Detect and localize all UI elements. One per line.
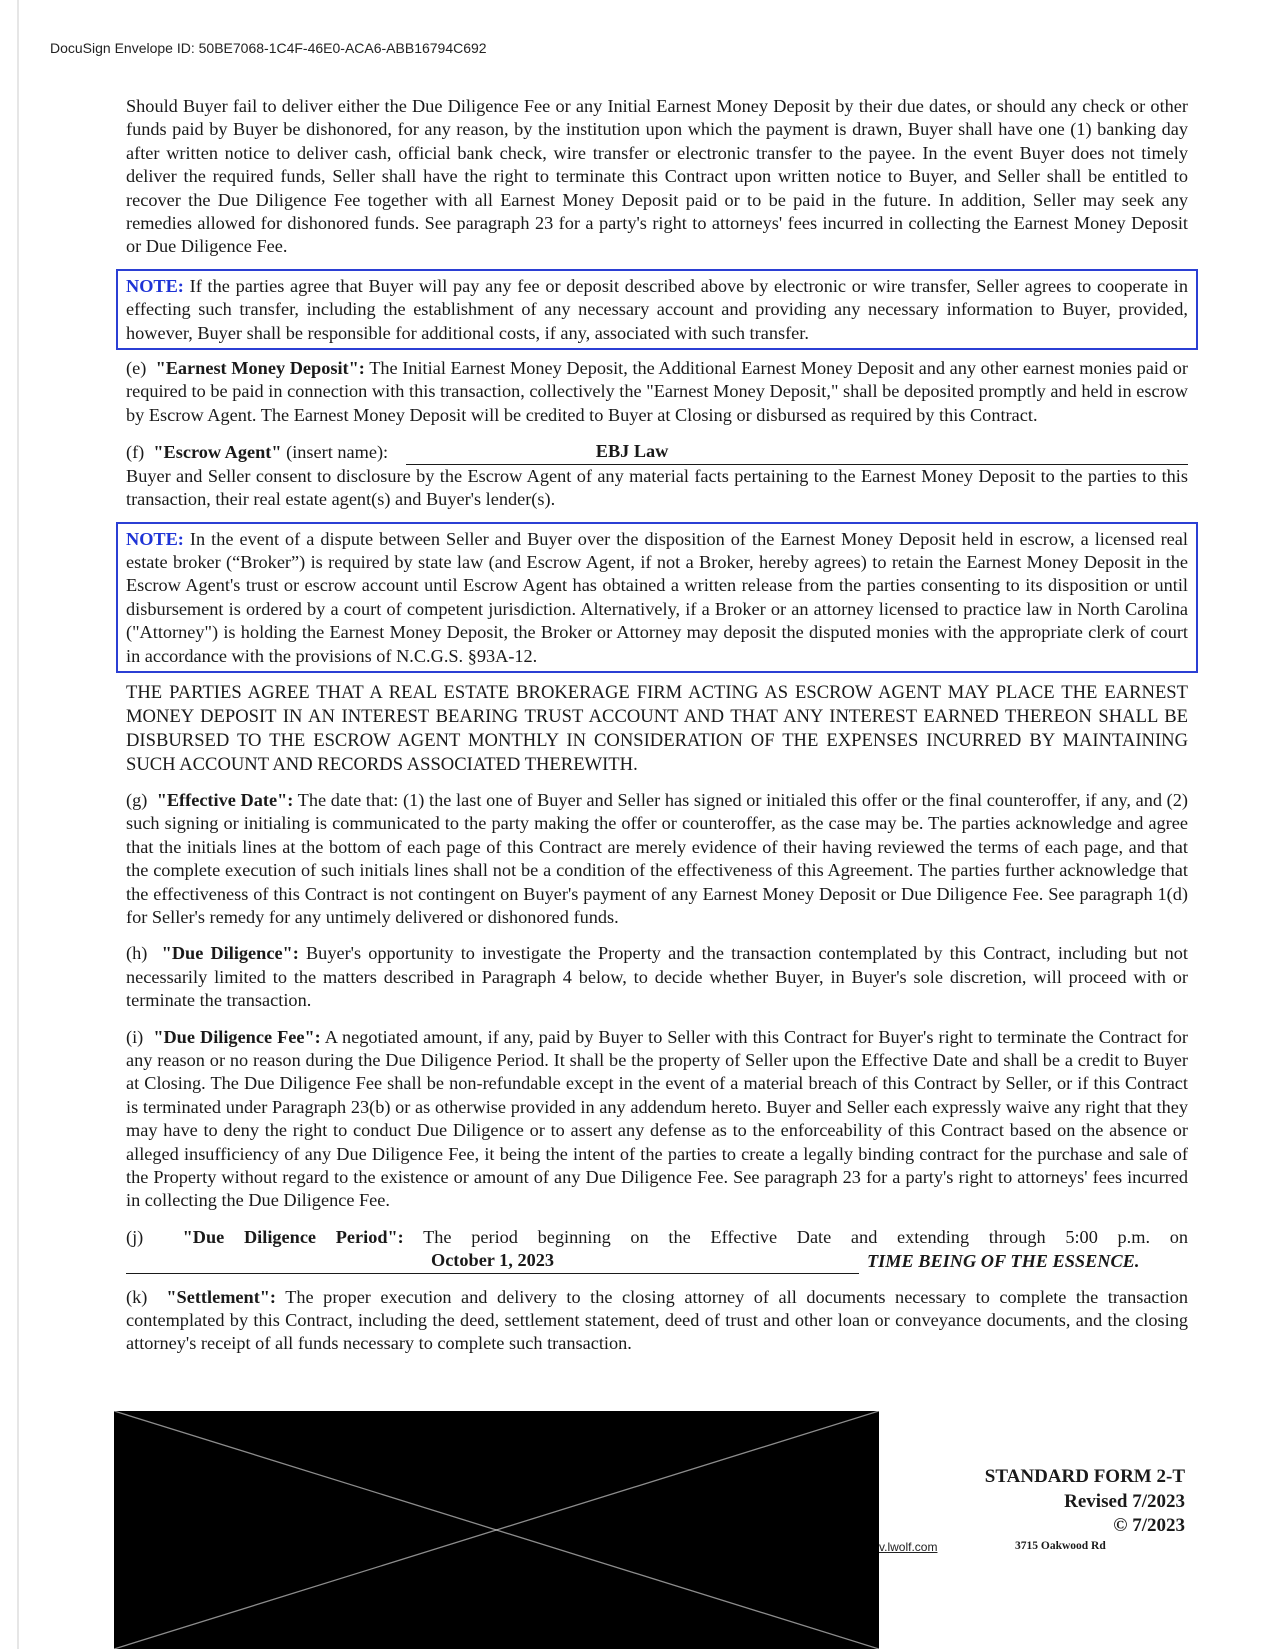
note-label: NOTE: <box>126 275 184 296</box>
note-box-transfer <box>116 269 1198 350</box>
section-term: "Due Diligence Period": <box>182 1226 404 1247</box>
section-term: "Effective Date": <box>156 789 294 810</box>
section-term: "Escrow Agent" <box>153 442 282 463</box>
property-address: 3715 Oakwood Rd <box>1015 1540 1106 1552</box>
section-h <box>126 942 1188 1012</box>
section-text: The date that: (1) the last one of Buyer and Seller has signed or initialed this offer or the final counteroffer, if any, and (2) such signing or initialing is communicated to the party making the offer or counteroffer, as the case may be. The parties acknowledge and agree that the initials lines at the bottom of each page of this Contract are merely evidence of their having reviewed the terms of each page, and that the complete execution of such initials lines shall not be a condition of the effectiveness of this Agreement. The parties further acknowledge that the effectiveness of this Contract is not contingent on Buyer's payment of any Earnest Money Deposit or Due Diligence Fee. See paragraph 1(d) for Seller's remedy for any untimely delivered or dishonored funds. <box>126 789 1188 927</box>
section-term: "Due Diligence Fee": <box>153 1026 321 1047</box>
insert-label: (insert name): <box>286 442 389 463</box>
section-number: (k) <box>126 1286 148 1307</box>
website-link[interactable]: v.lwolf.com <box>879 1540 938 1554</box>
section-number: (h) <box>126 943 148 964</box>
note-text: If the parties agree that Buyer will pay any fee or deposit described above by electronic or wire transfer, Seller agrees to cooperate in effecting such transfer, including the establishment of any necessary account and providing any necessary information to Buyer, provided, however, Buyer shall be responsible for additional costs, if any, associated with such transfer. <box>126 275 1188 343</box>
section-number: (e) <box>126 358 147 379</box>
section-k <box>126 1286 1188 1356</box>
form-revised: Revised 7/2023 <box>1064 1490 1185 1512</box>
section-number: (j) <box>126 1226 144 1247</box>
form-name: STANDARD FORM 2-T <box>984 1466 1185 1487</box>
form-copyright: © 7/2023 <box>1113 1515 1185 1536</box>
section-i <box>126 1026 1188 1213</box>
section-text: The proper execution and delivery to the closing attorney of all documents necessary to complete the transaction contemplated by this Contract, including the deed, settlement statement, deed of trust and other loan or conveyance documents, and the closing attorney's receipt of all funds necessary to complete such transaction. <box>126 1286 1188 1354</box>
section-text: The Initial Earnest Money Deposit, the Additional Earnest Money Deposit and any other earnest monies paid or required to be paid in connection with this transaction, collectively the "Earnest Money Deposit," shall be deposited promptly and held in escrow by Escrow Agent. The Earnest Money Deposit will be credited to Buyer at Closing or disbursed as required by this Contract. <box>126 358 1189 425</box>
intro-paragraph: Should Buyer fail to deliver either the Due Diligence Fee or any Initial Earnest Money Deposit by their due dates, or should any check or other funds paid by Buyer be dishonored, for any reason, by the institution upon which the payment is drawn, Buyer shall have one (1) banking day after written notice to deliver cash, official bank check, wire transfer or electronic transfer to the payee. In the event Buyer does not timely deliver the required funds, Seller shall have the right to terminate this Contract upon written notice to Buyer, and Seller shall be entitled to recover the Due Diligence Fee together with all Earnest Money Deposit paid or to be paid in the future. In addition, Seller may seek any remedies allowed for dishonored funds. See paragraph 23 for a party's right to attorneys' fees incurred in collecting the Earnest Money Deposit or Due Diligence Fee. <box>126 96 1188 257</box>
section-j <box>126 1226 1188 1274</box>
section-g <box>126 789 1188 929</box>
section-number: (i) <box>126 1026 144 1047</box>
section-term: "Due Diligence": <box>161 943 299 964</box>
time-essence-text: TIME BEING OF THE ESSENCE. <box>867 1251 1140 1272</box>
section-number: (f) <box>126 442 145 463</box>
envelope-id: DocuSign Envelope ID: 50BE7068-1C4F-46E0-ACA6-ABB16794C692 <box>50 40 487 56</box>
note-text: In the event of a dispute between Seller and Buyer over the disposition of the Earnest Money Deposit held in escrow, a licensed real estate broker (“Broker”) is required by state law (and Escrow Agent, if not a Broker, hereby agrees) to retain the Earnest Money Deposit in the Escrow Agent's trust or escrow account until Escrow Agent has obtained a written release from the parties consenting to its disposition or until disbursement is ordered by a court of competent jurisdiction. Alternatively, if a Broker or an attorney licensed to practice law in North Carolina ("Attorney") is holding the Earnest Money Deposit, the Broker or Attorney may deposit the disputed monies with the appropriate clerk of court in accordance with the provisions of N.C.G.S. §93A-12. <box>126 528 1188 666</box>
note-label: NOTE: <box>126 528 184 549</box>
form-identifier <box>985 1465 1185 1539</box>
escrow-agent-field[interactable]: EBJ Law <box>406 440 1188 464</box>
caps-paragraph: THE PARTIES AGREE THAT A REAL ESTATE BROKERAGE FIRM ACTING AS ESCROW AGENT MAY PLACE THE EARNEST MONEY DEPOSIT IN AN INTEREST BEARING TRUST ACCOUNT AND THAT ANY INTEREST EARNED THEREON SHALL BE DISBURSED TO THE ESCROW AGENT MONTHLY IN CONSIDERATION OF THE EXPENSES INCURRED BY MAINTAINING SUCH ACCOUNT AND RECORDS ASSOCIATED THEREWITH. <box>126 681 1188 775</box>
note-box-dispute <box>116 522 1198 673</box>
section-text: Buyer's opportunity to investigate the Property and the transaction contemplated by this Contract, including but not necessarily limited to the matters described in Paragraph 4 below, to decide whether Buyer, in Buyer's sole discretion, will proceed with or terminate the transaction. <box>126 943 1189 1011</box>
section-number: (g) <box>126 789 148 810</box>
redacted-block <box>114 1411 879 1649</box>
section-text: A negotiated amount, if any, paid by Buyer to Seller with this Contract for Buyer's right to terminate the Contract for any reason or no reason during the Due Diligence Period. It shall be the property of Seller upon the Effective Date and shall be a credit to Buyer at Closing. The Due Diligence Fee shall be non-refundable except in the event of a material breach of this Contract by Seller, or if this Contract is terminated under Paragraph 23(b) or as otherwise provided in any addendum hereto. Buyer and Seller each expressly waive any right that they may have to deny the right to conduct Due Diligence or to assert any defense as to the enforceability of this Contract based on the absence or alleged insufficiency of any Due Diligence Fee, it being the intent of the parties to create a legally binding contract for the purchase and sale of the Property without regard to the existence or amount of any Due Diligence Fee. See paragraph 23 for a party's right to attorneys' fees incurred in collecting the Due Diligence Fee. <box>126 1026 1189 1211</box>
section-f <box>126 440 1188 511</box>
page-edge-rule <box>17 0 19 1649</box>
section-e <box>126 357 1188 427</box>
section-term: "Settlement": <box>166 1286 277 1307</box>
section-term: "Earnest Money Deposit": <box>155 358 365 379</box>
section-text: Buyer and Seller consent to disclosure by the Escrow Agent of any material facts pertaining to the Earnest Money Deposit to the parties to this transaction, their real estate agent(s) and Buyer's lender(s). <box>126 465 1188 510</box>
contract-page <box>126 95 1188 1356</box>
section-text: The period beginning on the Effective Date and extending through 5:00 p.m. on <box>423 1226 1188 1247</box>
due-diligence-date-field[interactable]: October 1, 2023 <box>126 1249 859 1273</box>
redaction-cross-icon <box>114 1411 879 1649</box>
